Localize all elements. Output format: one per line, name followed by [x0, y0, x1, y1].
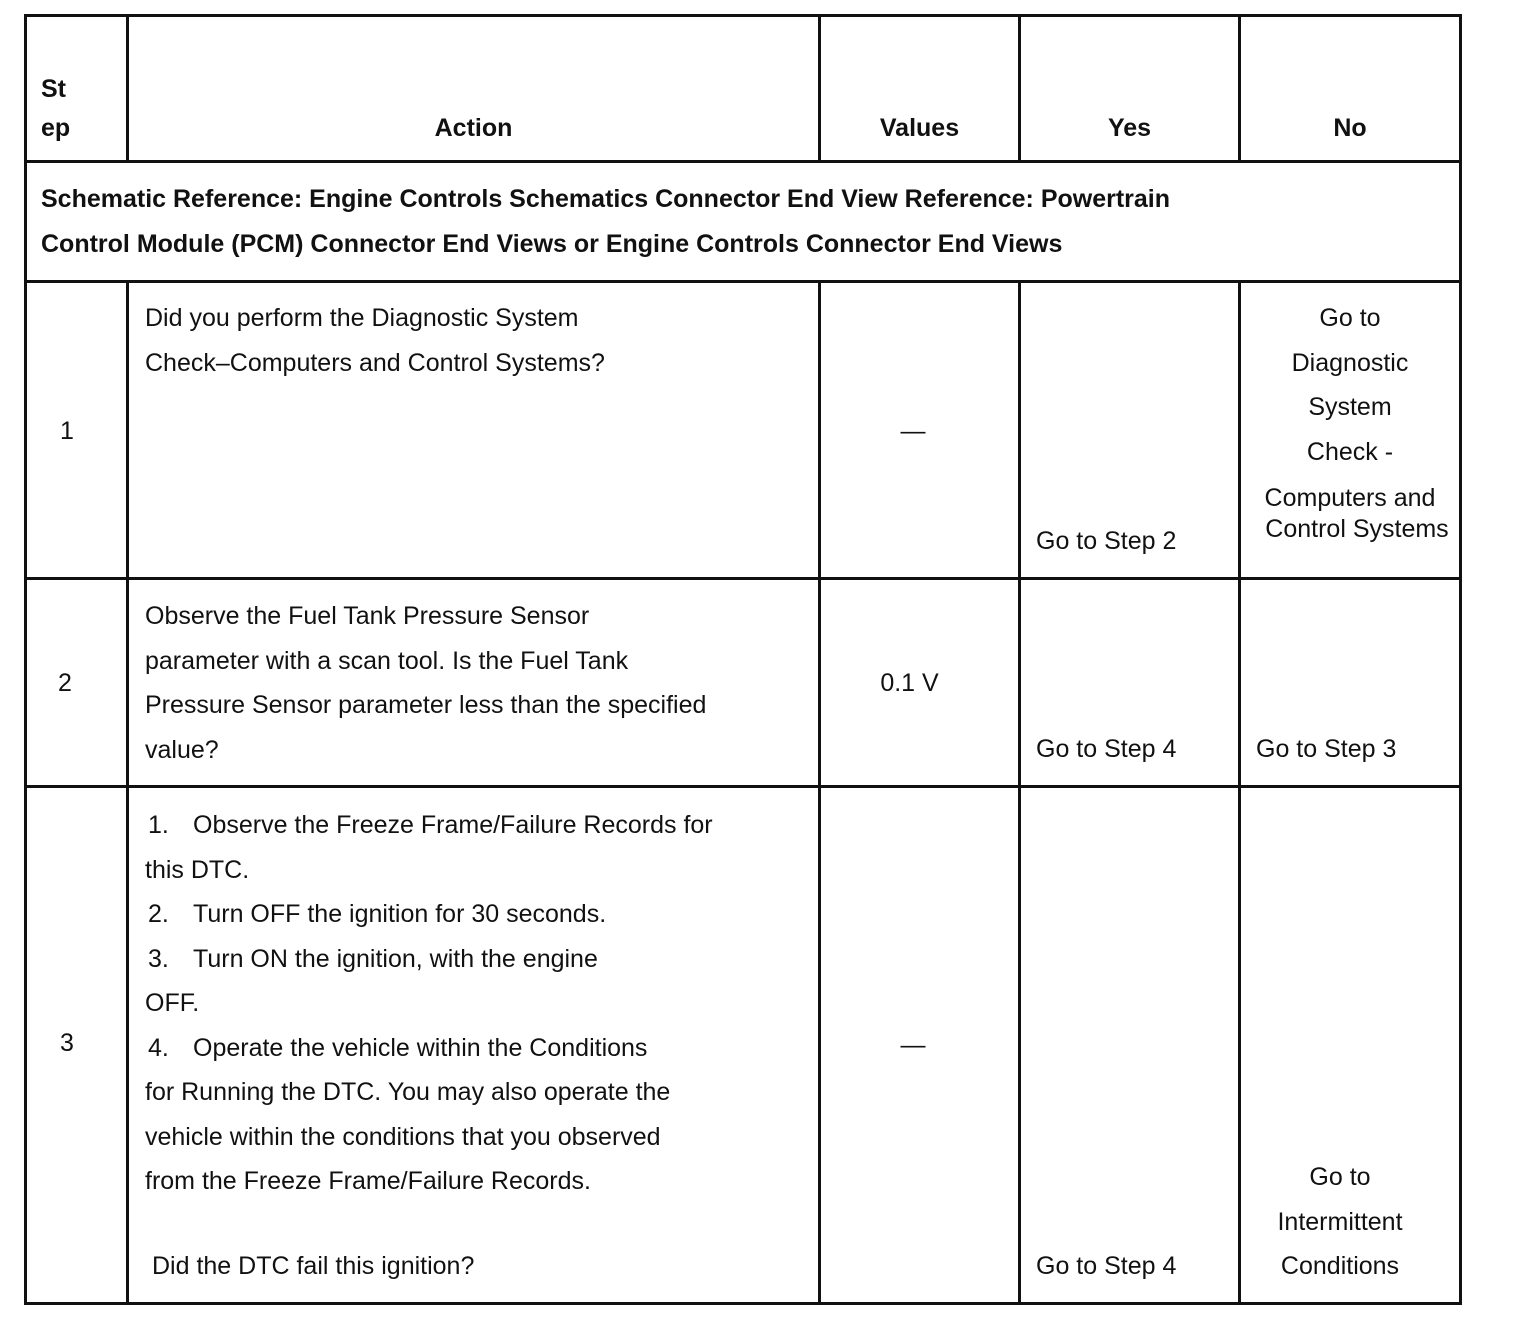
- rule-right: [1459, 14, 1462, 1305]
- schematic-reference: [41, 177, 1170, 267]
- rule-header-bottom: [24, 160, 1462, 163]
- reference-line-1: Schematic Reference: Engine Controls Schematics Connector End View Reference: Powertrain: [41, 185, 1171, 213]
- action-line: Observe the Fuel Tank Pressure Sensor: [145, 602, 590, 630]
- header-no: No: [1333, 114, 1367, 142]
- action-step-item: [145, 892, 713, 937]
- no-line: Go to: [1309, 1163, 1371, 1191]
- rule-values-yes: [1018, 280, 1021, 1304]
- rule-bottom: [24, 1302, 1462, 1305]
- yes-link[interactable]: Go to Step 4: [1036, 1252, 1177, 1280]
- header-values: Values: [879, 114, 960, 142]
- action-text: [145, 803, 713, 1204]
- header-step: [41, 70, 70, 148]
- action-step-item: [145, 803, 713, 848]
- action-line: Pressure Sensor parameter less than the specified: [145, 691, 707, 719]
- rule-reference-bottom: [24, 280, 1462, 283]
- item-text: Turn ON the ignition, with the engine: [193, 944, 598, 973]
- rule-row2-bottom: [24, 785, 1462, 788]
- no-line: Check -: [1306, 437, 1394, 466]
- action-step-item: [145, 937, 713, 982]
- item-number: 3.: [148, 944, 169, 973]
- action-line: Check–Computers and Control Systems?: [145, 348, 605, 377]
- header-yes: Yes: [1107, 114, 1152, 142]
- value-cell: —: [900, 1031, 926, 1059]
- step-number: 2: [58, 669, 72, 697]
- no-line: System: [1308, 393, 1392, 421]
- rule-left: [24, 14, 27, 1305]
- item-number: 4.: [148, 1033, 169, 1062]
- no-line: Go to: [1319, 304, 1381, 332]
- rule-row1-bottom: [24, 577, 1462, 580]
- item-continuation: this DTC.: [145, 855, 250, 884]
- item-text: Turn OFF the ignition for 30 seconds.: [193, 900, 607, 928]
- no-line: Computers and: [1264, 484, 1436, 512]
- no-link[interactable]: [1241, 1155, 1439, 1289]
- header-action: Action: [434, 114, 513, 142]
- action-line: value?: [145, 735, 219, 764]
- item-text: Operate the vehicle within the Conditions: [193, 1033, 648, 1062]
- no-line: Intermittent: [1277, 1207, 1403, 1236]
- yes-link[interactable]: Go to Step 2: [1036, 527, 1177, 555]
- action-line: parameter with a scan tool. Is the Fuel Tank: [145, 646, 629, 675]
- reference-line-2: Control Module (PCM) Connector End Views or Engine Controls Connector End Views: [41, 230, 1063, 258]
- no-line: Control Systems: [1265, 515, 1449, 543]
- item-number: 2.: [148, 900, 169, 928]
- diagnostic-table: [24, 14, 1462, 1305]
- item-continuation: from the Freeze Frame/Failure Records.: [145, 1167, 591, 1195]
- rule-step-action: [126, 280, 129, 1304]
- action-question: Did the DTC fail this ignition?: [152, 1252, 475, 1280]
- no-link[interactable]: [1241, 296, 1459, 545]
- item-continuation: vehicle within the conditions that you observed: [145, 1122, 661, 1151]
- step-number: 3: [60, 1029, 74, 1057]
- header-step-line1: St: [41, 75, 66, 103]
- no-link[interactable]: Go to Step 3: [1256, 735, 1397, 763]
- item-number: 1.: [148, 811, 169, 839]
- yes-link[interactable]: Go to Step 4: [1036, 735, 1177, 763]
- value-cell: —: [900, 417, 926, 445]
- action-line: Did you perform the Diagnostic System: [145, 304, 579, 332]
- value-cell: 0.1 V: [880, 669, 939, 697]
- step-number: 1: [60, 417, 74, 445]
- no-line: Conditions: [1280, 1252, 1400, 1280]
- header-step-line2: ep: [41, 114, 71, 142]
- item-continuation: OFF.: [145, 989, 200, 1017]
- item-text: Observe the Freeze Frame/Failure Records for: [193, 811, 713, 839]
- no-line: Diagnostic: [1291, 348, 1409, 377]
- action-text: [145, 296, 605, 385]
- rule-top: [24, 14, 1462, 17]
- action-text: [145, 594, 706, 772]
- action-step-item: [145, 1026, 713, 1071]
- item-continuation: for Running the DTC. You may also operate the: [145, 1078, 671, 1106]
